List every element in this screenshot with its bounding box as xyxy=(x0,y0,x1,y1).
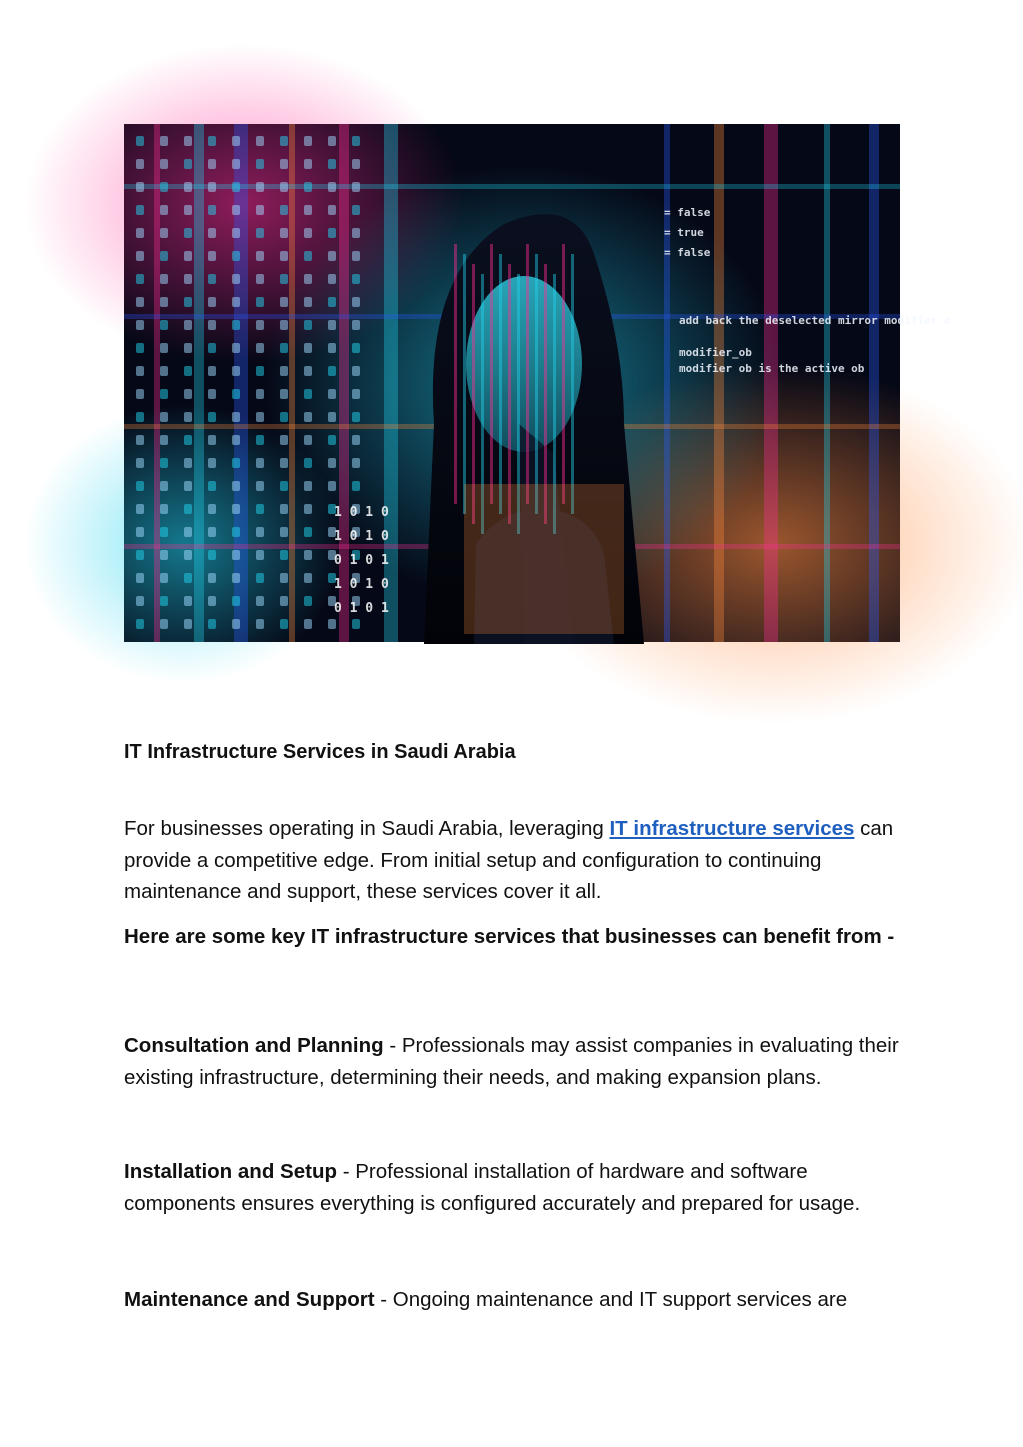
binary-dot xyxy=(280,458,288,468)
projected-line xyxy=(535,254,538,514)
binary-dot xyxy=(280,228,288,238)
binary-dot xyxy=(352,619,360,629)
code-line: 1 0 1 0 xyxy=(334,505,389,520)
key-services-heading: Here are some key IT infrastructure services that businesses can benefit from - xyxy=(124,925,895,948)
binary-dot xyxy=(208,481,216,491)
binary-dot xyxy=(256,389,264,399)
intro-paragraph xyxy=(124,813,900,908)
projected-patch xyxy=(464,484,624,634)
service-item-consultation xyxy=(124,1030,900,1093)
binary-dot xyxy=(232,412,240,422)
binary-dot xyxy=(232,389,240,399)
binary-dot xyxy=(328,435,336,445)
binary-dot xyxy=(160,274,168,284)
binary-dot xyxy=(136,159,144,169)
binary-dot xyxy=(184,412,192,422)
binary-dot xyxy=(280,596,288,606)
binary-dot xyxy=(256,504,264,514)
binary-dot xyxy=(160,228,168,238)
binary-dot xyxy=(136,251,144,261)
binary-dot xyxy=(328,389,336,399)
binary-dot xyxy=(184,596,192,606)
binary-dot xyxy=(232,573,240,583)
binary-dot xyxy=(280,366,288,376)
binary-dot xyxy=(280,274,288,284)
binary-dot xyxy=(184,159,192,169)
service-separator: - xyxy=(374,1288,393,1311)
binary-dot xyxy=(160,182,168,192)
binary-dot xyxy=(328,251,336,261)
binary-dot xyxy=(160,136,168,146)
binary-dot xyxy=(208,297,216,307)
binary-dot xyxy=(136,274,144,284)
binary-dot xyxy=(304,481,312,491)
binary-dot xyxy=(256,458,264,468)
binary-dot xyxy=(304,136,312,146)
code-line: add back the deselected mirror modifier o xyxy=(679,314,951,327)
binary-dot xyxy=(160,389,168,399)
binary-dot xyxy=(256,412,264,422)
code-line: = false xyxy=(664,246,711,259)
binary-dot xyxy=(160,527,168,537)
binary-dot xyxy=(328,343,336,353)
binary-dot xyxy=(232,366,240,376)
service-item-installation xyxy=(124,1156,900,1219)
binary-dot xyxy=(280,412,288,422)
binary-dot xyxy=(280,320,288,330)
binary-dot xyxy=(208,136,216,146)
binary-dot xyxy=(136,527,144,537)
binary-dot xyxy=(256,205,264,215)
binary-dot xyxy=(328,366,336,376)
binary-dot xyxy=(208,619,216,629)
binary-dot xyxy=(352,343,360,353)
binary-dot xyxy=(160,297,168,307)
binary-dot xyxy=(352,412,360,422)
binary-dot xyxy=(184,251,192,261)
binary-dot xyxy=(136,458,144,468)
binary-dot xyxy=(304,458,312,468)
binary-dot xyxy=(160,504,168,514)
binary-dot xyxy=(256,550,264,560)
binary-dot xyxy=(232,182,240,192)
binary-dot xyxy=(304,412,312,422)
binary-dot xyxy=(208,435,216,445)
binary-dot xyxy=(256,527,264,537)
binary-dot xyxy=(280,389,288,399)
binary-dot xyxy=(280,297,288,307)
code-line: 0 1 0 1 xyxy=(334,601,389,616)
binary-dot xyxy=(232,435,240,445)
projected-line xyxy=(562,244,565,504)
binary-dot xyxy=(136,320,144,330)
binary-dot xyxy=(256,320,264,330)
binary-dot xyxy=(328,228,336,238)
binary-dot xyxy=(136,435,144,445)
binary-dot xyxy=(232,481,240,491)
binary-dot xyxy=(208,389,216,399)
binary-dot xyxy=(208,274,216,284)
binary-dot xyxy=(160,320,168,330)
binary-dot xyxy=(184,274,192,284)
binary-dot xyxy=(184,205,192,215)
light-column xyxy=(714,124,724,642)
binary-dot xyxy=(352,159,360,169)
binary-dot xyxy=(352,435,360,445)
binary-dot xyxy=(184,366,192,376)
binary-dot xyxy=(256,251,264,261)
binary-dot xyxy=(280,343,288,353)
binary-dot xyxy=(352,389,360,399)
binary-dot xyxy=(256,596,264,606)
binary-dot xyxy=(184,182,192,192)
binary-dot xyxy=(184,550,192,560)
binary-dot xyxy=(328,481,336,491)
binary-dot xyxy=(328,182,336,192)
binary-dot xyxy=(232,228,240,238)
intro-text-before: For businesses operating in Saudi Arabia, leveraging xyxy=(124,817,610,840)
projected-line xyxy=(454,244,457,504)
binary-dot xyxy=(136,228,144,238)
binary-dot xyxy=(184,458,192,468)
binary-dot xyxy=(136,596,144,606)
binary-dot xyxy=(304,573,312,583)
binary-dot xyxy=(280,481,288,491)
binary-dot xyxy=(280,205,288,215)
binary-dot xyxy=(232,619,240,629)
binary-dot xyxy=(328,297,336,307)
binary-dot xyxy=(232,205,240,215)
projected-line xyxy=(526,244,529,504)
binary-dot xyxy=(136,297,144,307)
binary-dot xyxy=(352,205,360,215)
binary-dot xyxy=(304,320,312,330)
binary-dot xyxy=(256,573,264,583)
binary-dot xyxy=(352,228,360,238)
binary-dot xyxy=(304,596,312,606)
binary-dot xyxy=(184,389,192,399)
binary-dot xyxy=(232,596,240,606)
binary-dot xyxy=(328,320,336,330)
binary-dot xyxy=(304,297,312,307)
service-title: Installation and Setup xyxy=(124,1160,337,1183)
binary-dot xyxy=(208,596,216,606)
service-separator: - xyxy=(337,1160,356,1183)
binary-dot xyxy=(136,504,144,514)
binary-dot xyxy=(352,320,360,330)
binary-dot xyxy=(328,619,336,629)
binary-dot xyxy=(304,550,312,560)
binary-dot xyxy=(352,182,360,192)
binary-dot xyxy=(160,550,168,560)
binary-dot xyxy=(256,228,264,238)
binary-dot xyxy=(160,412,168,422)
binary-dot xyxy=(184,297,192,307)
binary-dot xyxy=(280,251,288,261)
binary-dot xyxy=(304,366,312,376)
service-title: Consultation and Planning xyxy=(124,1034,384,1057)
projected-line xyxy=(463,254,466,514)
binary-dot xyxy=(208,412,216,422)
binary-dot xyxy=(184,504,192,514)
binary-dot xyxy=(208,550,216,560)
binary-dot xyxy=(208,228,216,238)
projected-line xyxy=(490,244,493,504)
hero-image xyxy=(124,124,951,642)
binary-dot xyxy=(232,458,240,468)
binary-dot xyxy=(184,320,192,330)
binary-dot xyxy=(208,251,216,261)
hero-illustration xyxy=(124,124,951,642)
light-column xyxy=(764,124,778,642)
binary-dot xyxy=(208,366,216,376)
binary-dot xyxy=(136,619,144,629)
binary-dot xyxy=(256,619,264,629)
binary-dot xyxy=(280,527,288,537)
binary-dot xyxy=(256,182,264,192)
binary-dot xyxy=(280,504,288,514)
binary-dot xyxy=(352,274,360,284)
code-line: 0 1 0 1 xyxy=(334,553,389,568)
binary-dot xyxy=(232,527,240,537)
binary-dot xyxy=(184,343,192,353)
binary-dot xyxy=(208,182,216,192)
binary-dot xyxy=(184,573,192,583)
binary-dot xyxy=(136,205,144,215)
binary-dot xyxy=(136,412,144,422)
light-band xyxy=(124,184,900,189)
binary-dot xyxy=(184,228,192,238)
binary-dot xyxy=(208,527,216,537)
binary-dot xyxy=(184,527,192,537)
binary-dot xyxy=(328,412,336,422)
projected-line xyxy=(571,254,574,514)
binary-dot xyxy=(160,159,168,169)
code-line: modifier_ob xyxy=(679,346,752,359)
binary-dot xyxy=(232,343,240,353)
binary-dot xyxy=(160,596,168,606)
binary-dot xyxy=(256,481,264,491)
binary-dot xyxy=(208,458,216,468)
light-column xyxy=(289,124,295,642)
binary-dot xyxy=(256,159,264,169)
binary-dot xyxy=(304,504,312,514)
binary-dot xyxy=(160,481,168,491)
code-line: = false xyxy=(664,206,711,219)
light-column xyxy=(824,124,830,642)
binary-dot xyxy=(184,481,192,491)
binary-dot xyxy=(136,481,144,491)
binary-dot xyxy=(280,182,288,192)
binary-dot xyxy=(208,343,216,353)
binary-dot xyxy=(304,527,312,537)
light-column xyxy=(869,124,879,642)
code-line: 1 0 1 0 xyxy=(334,577,389,592)
service-description: Ongoing maintenance and IT support services are xyxy=(392,1288,848,1311)
binary-dot xyxy=(160,458,168,468)
binary-dot xyxy=(232,159,240,169)
binary-dot xyxy=(256,136,264,146)
code-line: modifier ob is the active ob xyxy=(679,362,865,375)
binary-dot xyxy=(136,366,144,376)
binary-dot xyxy=(160,205,168,215)
binary-dot xyxy=(352,481,360,491)
service-description: Professionals may assist companies in evaluating their existing infrastructure, determining their needs, and making expansion plans. xyxy=(124,1034,899,1089)
binary-dot xyxy=(352,251,360,261)
binary-dot xyxy=(280,619,288,629)
binary-dot xyxy=(160,366,168,376)
binary-dot xyxy=(304,343,312,353)
binary-dot xyxy=(160,251,168,261)
binary-dot xyxy=(232,251,240,261)
light-column xyxy=(194,124,204,642)
binary-dot xyxy=(304,205,312,215)
binary-dot xyxy=(328,136,336,146)
binary-dot xyxy=(328,159,336,169)
binary-dot xyxy=(352,458,360,468)
binary-dot xyxy=(256,435,264,445)
service-separator: - xyxy=(383,1034,402,1057)
service-description: Professional installation of hardware and software components ensures everything is configured accurately and prepared for usage. xyxy=(124,1160,861,1215)
binary-dot xyxy=(304,389,312,399)
binary-dot xyxy=(304,274,312,284)
document-page xyxy=(124,0,951,1447)
binary-dot xyxy=(304,251,312,261)
binary-dot xyxy=(136,136,144,146)
it-infrastructure-services-link[interactable]: IT infrastructure services xyxy=(609,817,855,840)
binary-dot xyxy=(232,320,240,330)
service-item-maintenance xyxy=(124,1284,900,1316)
binary-dot xyxy=(160,619,168,629)
binary-dot xyxy=(232,136,240,146)
binary-dot xyxy=(280,159,288,169)
binary-dot xyxy=(208,320,216,330)
binary-dot xyxy=(208,573,216,583)
service-title: Maintenance and Support xyxy=(124,1288,375,1311)
binary-dot xyxy=(232,274,240,284)
light-column xyxy=(154,124,160,642)
binary-dot xyxy=(352,366,360,376)
binary-dot xyxy=(256,274,264,284)
binary-dot xyxy=(280,550,288,560)
binary-dot xyxy=(184,136,192,146)
binary-dot xyxy=(328,205,336,215)
binary-dot xyxy=(304,435,312,445)
binary-dot xyxy=(256,343,264,353)
code-line: = true xyxy=(664,226,704,239)
binary-dot xyxy=(136,573,144,583)
binary-dot xyxy=(256,297,264,307)
binary-dot xyxy=(208,205,216,215)
binary-dot xyxy=(232,297,240,307)
binary-dot xyxy=(232,550,240,560)
binary-dot xyxy=(328,458,336,468)
section-heading: IT Infrastructure Services in Saudi Arabia xyxy=(124,741,516,763)
light-column xyxy=(664,124,670,642)
binary-dot xyxy=(304,182,312,192)
binary-dot xyxy=(256,366,264,376)
binary-dot xyxy=(184,435,192,445)
code-line: 1 0 1 0 xyxy=(334,529,389,544)
binary-dot xyxy=(160,343,168,353)
binary-dot xyxy=(136,550,144,560)
binary-dot xyxy=(280,573,288,583)
binary-dot xyxy=(160,573,168,583)
binary-dot xyxy=(232,504,240,514)
binary-dot xyxy=(136,343,144,353)
binary-dot xyxy=(304,619,312,629)
binary-dot xyxy=(136,389,144,399)
binary-dot xyxy=(280,435,288,445)
binary-dot xyxy=(304,228,312,238)
binary-dot xyxy=(160,435,168,445)
binary-dot xyxy=(328,274,336,284)
binary-dot xyxy=(352,297,360,307)
binary-dot xyxy=(208,504,216,514)
projected-line xyxy=(499,254,502,514)
light-column xyxy=(234,124,248,642)
binary-dot xyxy=(136,182,144,192)
binary-dot xyxy=(280,136,288,146)
binary-dot xyxy=(352,136,360,146)
binary-dot xyxy=(184,619,192,629)
binary-dot xyxy=(208,159,216,169)
binary-dot xyxy=(304,159,312,169)
intro-text-after: can provide a competitive edge. From initial setup and configuration to continuing maintenance and support, these services cover it all. xyxy=(124,817,894,903)
